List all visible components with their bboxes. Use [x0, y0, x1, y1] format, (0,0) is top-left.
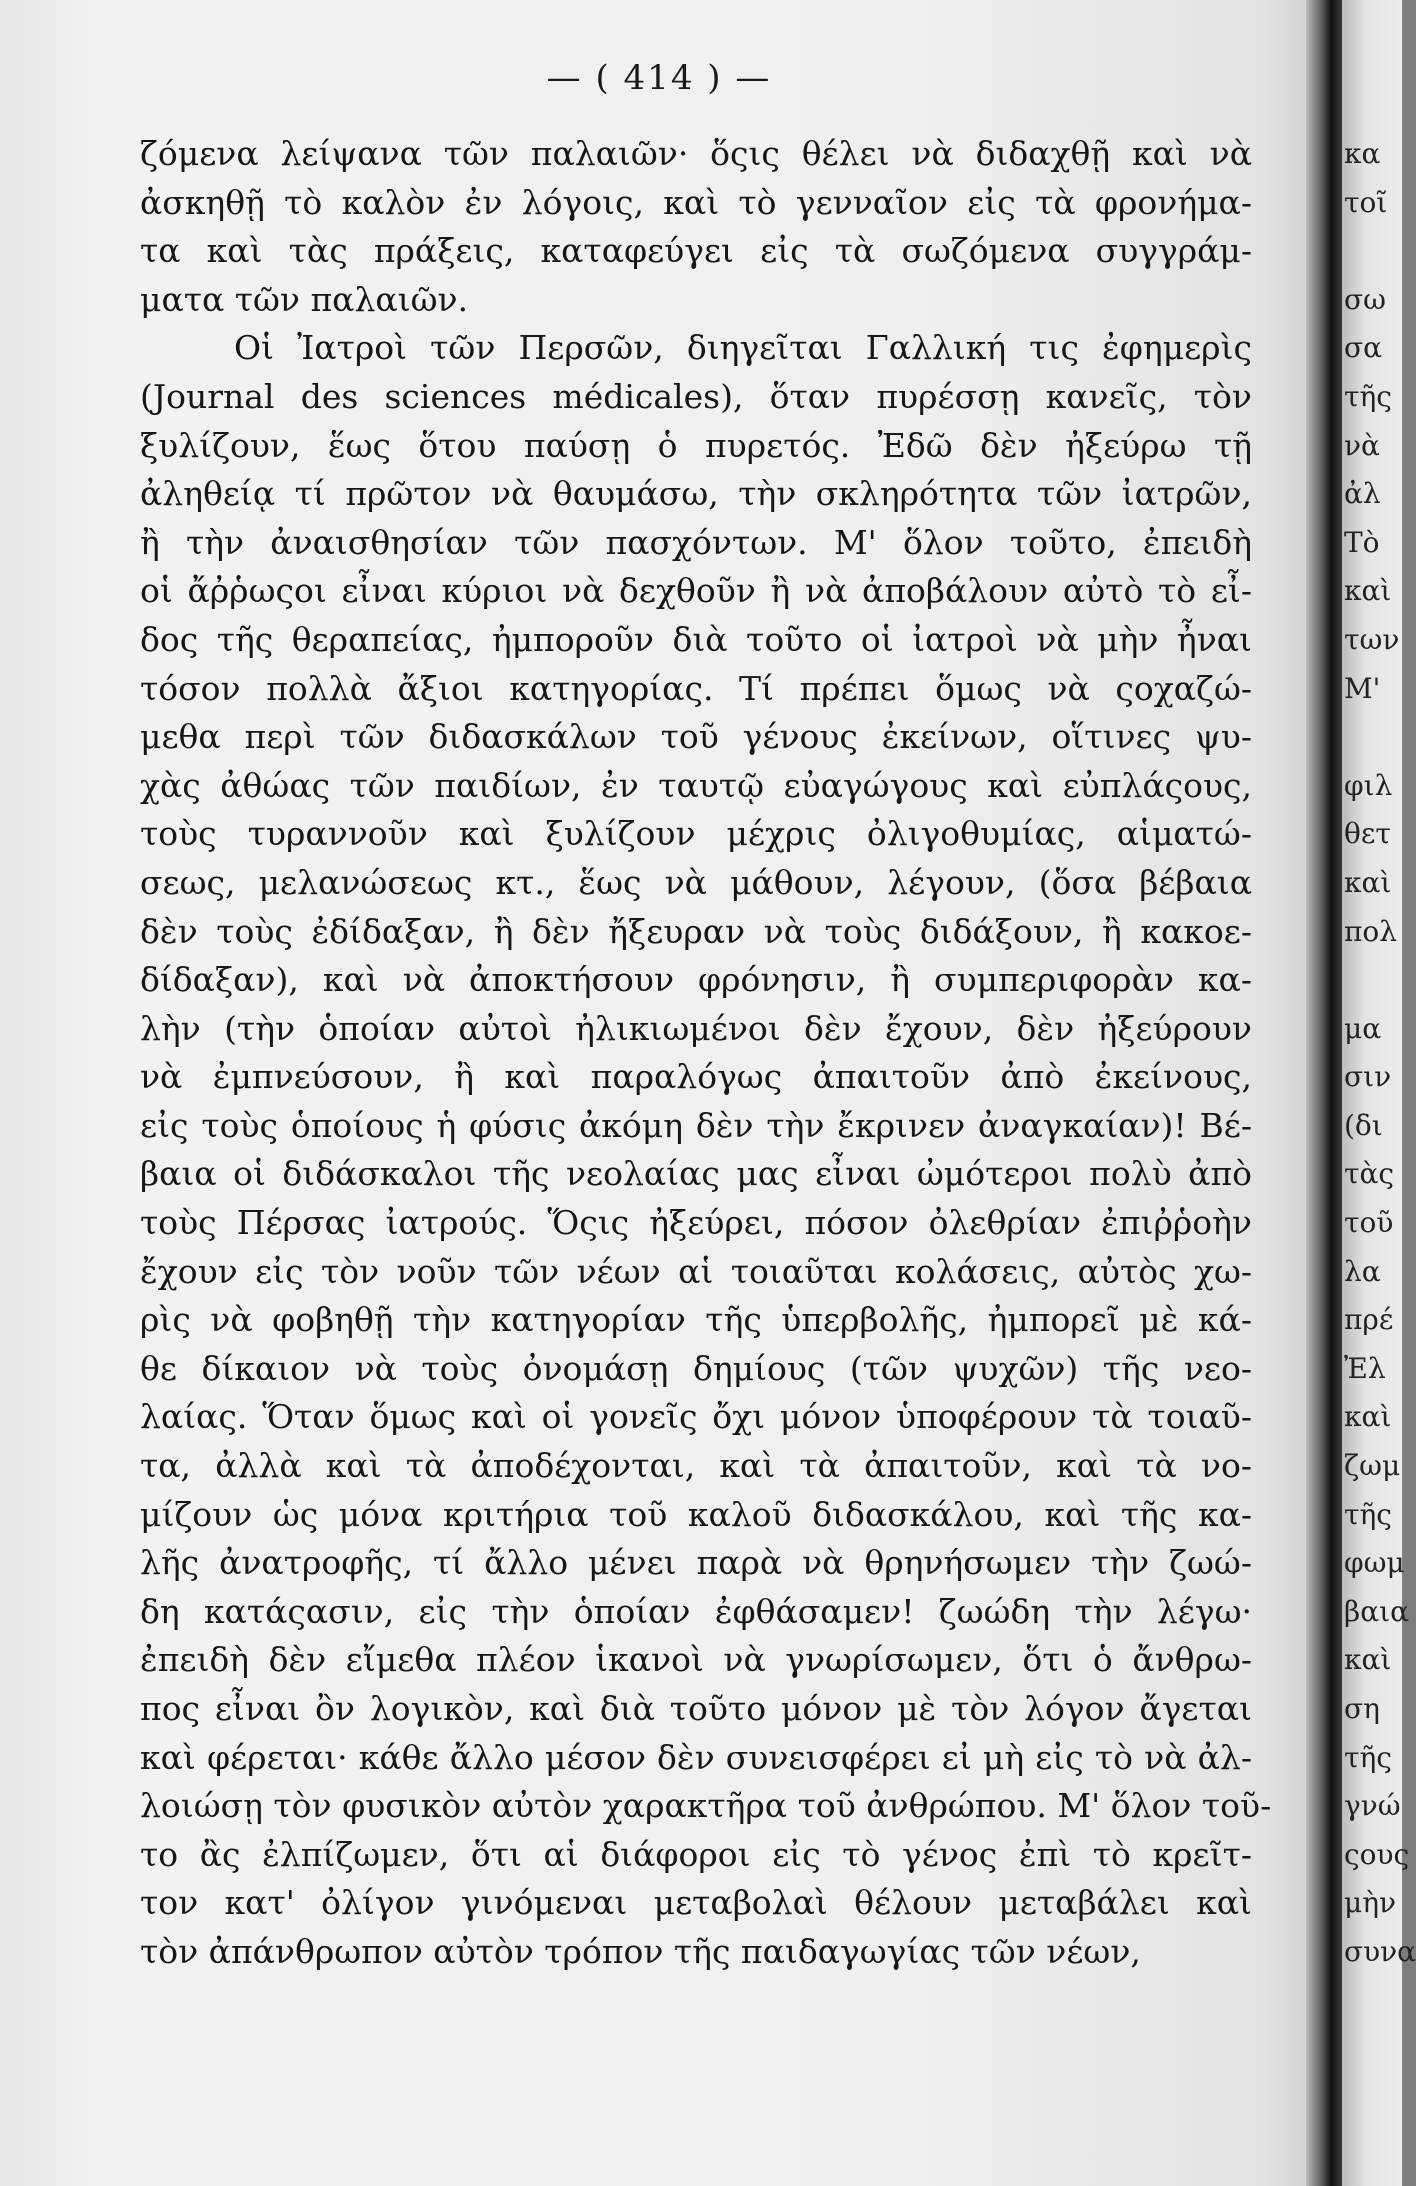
text-line: τον κατ' ὀλίγον γινόμεναι μεταβολαὶ θέλουν μεταβάλει καὶ [140, 1883, 1252, 1923]
right-page-fragment: ἀλ [1344, 477, 1381, 511]
right-page-fragment: καὶ [1344, 574, 1392, 608]
text-line: εἰς τοὺς ὁποίους ἡ φύσις ἀκόμη δὲν τὴν ἔκρινεν ἀναγκαίαν)! Βέ- [140, 1105, 1252, 1145]
right-page-fragment: σιν [1344, 1060, 1392, 1094]
right-page-fragment: λα [1344, 1254, 1381, 1288]
text-line: το ἂς ἐλπίζωμεν, ὅτι αἱ διάφοροι εἰς τὸ γένος ἐπὶ τὸ κρεῖτ- [140, 1834, 1252, 1874]
text-line: τα καὶ τὰς πράξεις, καταφεύγει εἰς τὰ σωζόμενα συγγράμ- [140, 231, 1252, 271]
right-page-fragment: καὶ [1344, 865, 1392, 899]
right-page-fragment: καὶ [1344, 1400, 1392, 1434]
text-line: δὲν τοὺς ἐδίδαξαν, ἢ δὲν ἤξευραν νὰ τοὺς διδάξουν, ἢ κακοε- [140, 911, 1252, 951]
text-line: ξυλίζουν, ἕως ὅτου παύσῃ ὁ πυρετός. Ἐδῶ δὲν ἠξεύρω τῇ [140, 425, 1252, 465]
book-gutter [1306, 0, 1342, 2186]
text-line: Οἱ Ἰατροὶ τῶν Περσῶν, διηγεῖται Γαλλική τις ἐφημερὶς [234, 328, 1252, 368]
right-page-fragment: μὴν [1344, 1886, 1396, 1920]
text-line: οἱ ἄῤῥωςοι εἶναι κύριοι νὰ δεχθοῦν ἢ νὰ ἀποβάλουν αὐτὸ τὸ εἶ- [140, 571, 1252, 611]
right-page-fragment: ζωμ [1344, 1449, 1401, 1483]
text-line: τα, ἀλλὰ καὶ τὰ ἀποδέχονται, καὶ τὰ ἀπαιτοῦν, καὶ τὰ νο- [140, 1446, 1252, 1486]
text-line: δος τῆς θεραπείας, ἠμποροῦν διὰ τοῦτο οἱ ἰατροὶ νὰ μὴν ἦναι [140, 619, 1252, 659]
right-page-fragment: τῆς [1344, 379, 1392, 413]
right-page-fragment: τοῖ [1344, 185, 1388, 219]
right-page-fragment: σω [1344, 282, 1386, 316]
text-line: νὰ ἐμπνεύσουν, ἢ καὶ παραλόγως ἀπαιτοῦν ἀπὸ ἐκείνους, [140, 1057, 1252, 1097]
text-line: ἐπειδὴ δὲν εἴμεθα πλέον ἱκανοὶ νὰ γνωρίσωμεν, ὅτι ὁ ἄνθρω- [140, 1640, 1252, 1680]
text-line: (Journal des sciences médicales), ὅταν πυρέσσῃ κανεῖς, τὸν [140, 376, 1252, 416]
right-page-fragment: κα [1344, 137, 1381, 170]
text-line: ἔχουν εἰς τὸν νοῦν τῶν νέων αἱ τοιαῦται κολάσεις, αὐτὸς χω- [140, 1251, 1252, 1291]
right-page-fragment: πολ [1344, 914, 1398, 948]
right-page-fragment: φιλ [1344, 768, 1393, 802]
text-line: ἀληθείᾳ τί πρῶτον νὰ θαυμάσω, τὴν σκληρότητα τῶν ἰατρῶν, [140, 474, 1252, 514]
text-line: λὴν (τὴν ὁποίαν αὐτοὶ ἠλικιωμένοι δὲν ἔχουν, δὲν ἠξεύρουν [140, 1008, 1252, 1048]
text-line: δη κατάςασιν, εἰς τὴν ὁποίαν ἐφθάσαμεν! ζωώδη τὴν λέγω· [140, 1591, 1252, 1631]
right-page-fragment [1342, 713, 1402, 762]
text-line: τὸν ἀπάνθρωπον αὐτὸν τρόπον τῆς παιδαγωγίας τῶν νέων, [140, 1931, 1141, 1971]
text-line: μεθα περὶ τῶν διδασκάλων τοῦ γένους ἐκείνων, οἵτινες ψυ- [140, 717, 1252, 757]
text-line: μίζουν ὡς μόνα κριτήρια τοῦ καλοῦ διδασκάλου, καὶ τῆς κα- [140, 1494, 1252, 1534]
right-page-fragment: φωμ [1344, 1546, 1405, 1580]
text-line: ρὶς νὰ φοβηθῇ τὴν κατηγορίαν τῆς ὑπερβολῆς, ἠμπορεῖ μὲ κά- [140, 1300, 1252, 1340]
right-page-fragment [1342, 956, 1402, 1005]
right-page-fragment: ση [1344, 1692, 1380, 1725]
right-page-fragment: τὰς [1344, 1157, 1395, 1191]
right-page-fragment: γνώ [1344, 1789, 1401, 1823]
text-line: δίδαξαν), καὶ νὰ ἀποκτήσουν φρόνησιν, ἢ συμπεριφορὰν κα- [140, 960, 1252, 1000]
right-page-fragment: των [1344, 622, 1400, 656]
text-line: βαια οἱ διδάσκαλοι τῆς νεολαίας μας εἶναι ὠμότεροι πολὺ ἀπὸ [140, 1154, 1252, 1194]
right-page-fragment: νὰ [1344, 428, 1380, 462]
page-header: — ( 414 ) — [546, 58, 772, 98]
text-line: τοὺς τυραννοῦν καὶ ξυλίζουν μέχρις ὀλιγοθυμίας, αἱματώ- [140, 814, 1252, 854]
right-page-fragment: τῆς [1344, 1740, 1392, 1774]
text-line: λαίας. Ὅταν ὅμως καὶ οἱ γονεῖς ὄχι μόνον ὑποφέρουν τὰ τοιαῦ- [140, 1397, 1252, 1437]
right-page-fragment: (δι [1344, 1108, 1383, 1142]
text-line: σεως, μελανώσεως κτ., ἕως νὰ μάθουν, λέγουν, (ὅσα βέβαια [140, 862, 1252, 902]
text-line: ματα τῶν παλαιῶν. [140, 279, 469, 319]
right-page-fragment: σα [1344, 331, 1383, 365]
right-page-fragment: Τὸ [1344, 525, 1380, 559]
right-page-fragment: βαια [1344, 1594, 1409, 1628]
right-page-fragment: τῆς [1344, 1497, 1392, 1531]
right-page-fragment: μα [1344, 1011, 1382, 1045]
text-line: λοιώσῃ τὸν φυσικὸν αὐτὸν χαρακτῆρα τοῦ ἀνθρώπου. Μ' ὅλον τοῦ- [140, 1786, 1272, 1826]
right-page-fragment: συνα [1344, 1934, 1416, 1968]
text-line: χὰς ἀθώας τῶν παιδίων, ἐν ταυτῷ εὐαγώγους καὶ εὐπλάςους, [140, 765, 1252, 805]
right-page-fragment: Μ' [1344, 671, 1381, 705]
right-page-fragment: καὶ [1344, 1643, 1392, 1677]
right-page-fragment: Ἐλ [1344, 1351, 1386, 1385]
body-text [140, 130, 1272, 1977]
text-line: ἀσκηθῇ τὸ καλὸν ἐν λόγοις, καὶ τὸ γενναῖον εἰς τὰ φρονήμα- [140, 182, 1252, 222]
text-line: τοὺς Πέρσας ἰατρούς. Ὅςις ἠξεύρει, πόσον ὀλεθρίαν ἐπιῤῥοὴν [140, 1203, 1252, 1243]
text-line: ζόμενα λείψανα τῶν παλαιῶν· ὅςις θέλει νὰ διδαχθῇ καὶ νὰ [140, 134, 1252, 173]
text-line: καὶ φέρεται· κάθε ἄλλο μέσον δὲν συνεισφέρει εἰ μὴ εἰς τὸ νὰ ἀλ- [140, 1737, 1252, 1777]
right-page-fragment: ςους [1344, 1837, 1410, 1871]
text-line: τόσον πολλὰ ἄξιοι κατηγορίας. Τί πρέπει ὅμως νὰ ςοχαζώ- [140, 668, 1252, 708]
right-page-fragment [1342, 227, 1402, 276]
right-page-fragment: θετ [1344, 817, 1391, 851]
right-page-fragment: τοῦ [1344, 1206, 1394, 1240]
text-line: πος εἶναι ὂν λογικὸν, καὶ διὰ τοῦτο μόνον μὲ τὸν λόγον ἄγεται [140, 1689, 1252, 1728]
right-page-edge [1342, 0, 1416, 2186]
text-line: ἢ τὴν ἀναισθησίαν τῶν πασχόντων. Μ' ὅλον τοῦτο, ἐπειδὴ [140, 522, 1252, 562]
text-line: λῆς ἀνατροφῆς, τί ἄλλο μένει παρὰ νὰ θρηνήσωμεν τὴν ζωώ- [140, 1543, 1252, 1583]
text-line: θε δίκαιον νὰ τοὺς ὀνομάσῃ δημίους (τῶν ψυχῶν) τῆς νεο- [140, 1348, 1252, 1388]
right-page-fragment: πρέ [1344, 1303, 1394, 1337]
